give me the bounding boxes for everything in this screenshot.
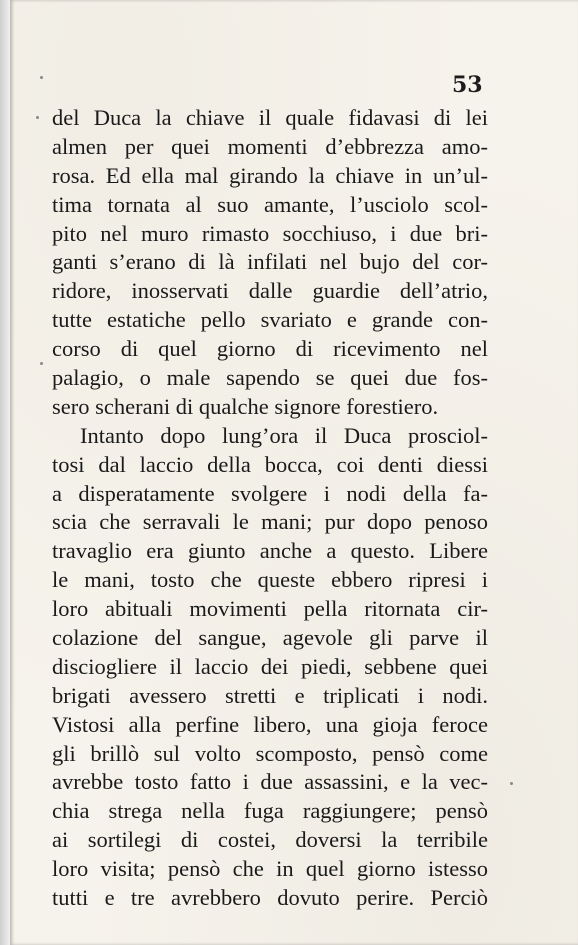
paragraph-first-line: Intanto dopo lung’ora il Duca prosciol- <box>80 422 488 448</box>
page-body-text <box>52 104 488 913</box>
text-line: almen per quei momenti d’ebbrezza amo- <box>52 133 488 159</box>
text-line: gli brillò sul volto scomposto, pensò come <box>52 740 488 766</box>
text-line: chia strega nella fuga raggiungere; pensò <box>52 798 488 824</box>
text-line: ridore, inosservati dalle guardie dell’atrio, <box>52 278 488 304</box>
text-line: scia che serravali le mani; pur dopo penoso <box>52 509 488 535</box>
text-line: corso di quel giorno di ricevimento nel <box>52 336 488 362</box>
text-line: ganti s’erano di là infilati nel bujo del cor- <box>52 249 488 275</box>
text-line: tutte estatiche pello svariato e grande con- <box>52 307 488 333</box>
text-line: del Duca la chiave il quale fidavasi di lei <box>52 105 488 130</box>
text-line: ai sortilegi di costei, doversi la terribile <box>52 827 488 853</box>
text-line: loro visita; pensò che in quel giorno istesso <box>52 856 488 882</box>
print-speck <box>40 76 43 79</box>
text-line: tima tornata al suo amante, l’usciolo scol- <box>52 191 488 217</box>
text-line: pito nel muro rimasto socchiuso, i due bri- <box>52 220 488 246</box>
text-line: tutti e tre avrebbero dovuto perire. Perciò <box>52 885 488 911</box>
print-speck <box>36 116 39 119</box>
text-line: brigati avessero stretti e triplicati i nodi. <box>52 682 488 708</box>
page-number: 53 <box>452 72 483 98</box>
print-speck <box>510 782 513 785</box>
text-line: colazione del sangue, agevole gli parve il <box>52 625 488 651</box>
text-line: rosa. Ed ella mal girando la chiave in un’ul- <box>52 162 488 188</box>
text-line: a disperatamente svolgere i nodi della fa- <box>52 480 488 506</box>
text-line: sero scherani di qualche signore forestiero. <box>52 393 439 419</box>
print-speck <box>40 362 43 365</box>
text-line: travaglio era giunto anche a questo. Libere <box>52 538 488 564</box>
text-line: palagio, o male sapendo se quei due fos- <box>52 365 488 391</box>
text-line: Vistosi alla perfine libero, una gioja feroce <box>52 711 488 737</box>
page-gutter <box>0 0 10 945</box>
text-line: disciogliere il laccio dei piedi, sebbene quei <box>52 653 488 679</box>
text-line: tosi dal laccio della bocca, coi denti diessi <box>52 451 488 477</box>
text-line: avrebbe tosto fatto i due assassini, e la vec- <box>52 769 488 795</box>
text-line: loro abituali movimenti pella ritornata cir- <box>52 596 488 622</box>
text-line: le mani, tosto che queste ebbero ripresi i <box>52 567 488 593</box>
